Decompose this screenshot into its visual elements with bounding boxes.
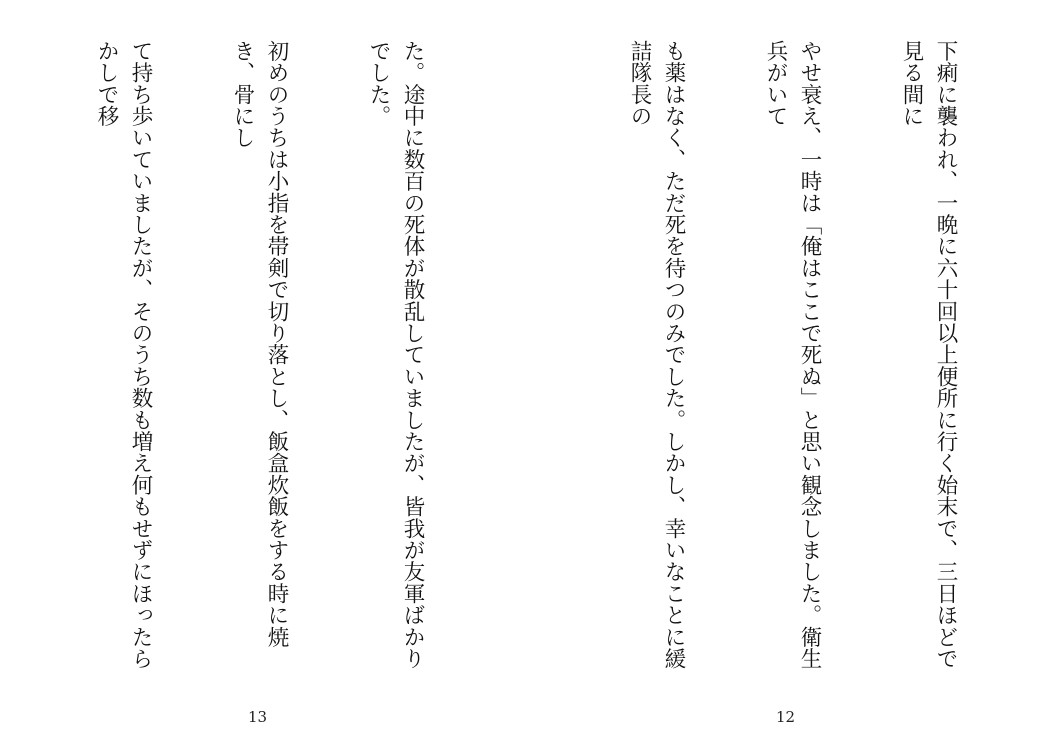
page-12-body-text: [550, 40, 1030, 680]
page-right: [532, 0, 1064, 750]
text-line: も薬はなく、ただ死を待つのみでした。しかし、幸いなことに緩詰隊長の: [627, 40, 686, 670]
page-13-body-text: [22, 40, 497, 680]
page-number: 13: [248, 708, 268, 726]
text-line: た。途中に数百の死体が散乱していましたが、皆我が友軍ばかりでした。: [366, 40, 425, 670]
page-number: 12: [776, 708, 796, 726]
text-line: 初めのうちは小指を帯剣で切り落とし、飯盒炊飯をする時に焼き、骨にし: [230, 40, 289, 648]
text-line: 下痢に襲われ、一晩に六十回以上便所に行く始末で、三日ほどで見る間に: [899, 40, 958, 670]
text-line: やせ衰え、一時は「俺はここで死ぬ」と思い観念しました。衛生兵がいて: [763, 40, 822, 670]
text-line: て持ち歩いていましたが、そのうち数も増え何もせずにほったらかしで移: [94, 40, 153, 670]
text-line: [550, 40, 554, 680]
